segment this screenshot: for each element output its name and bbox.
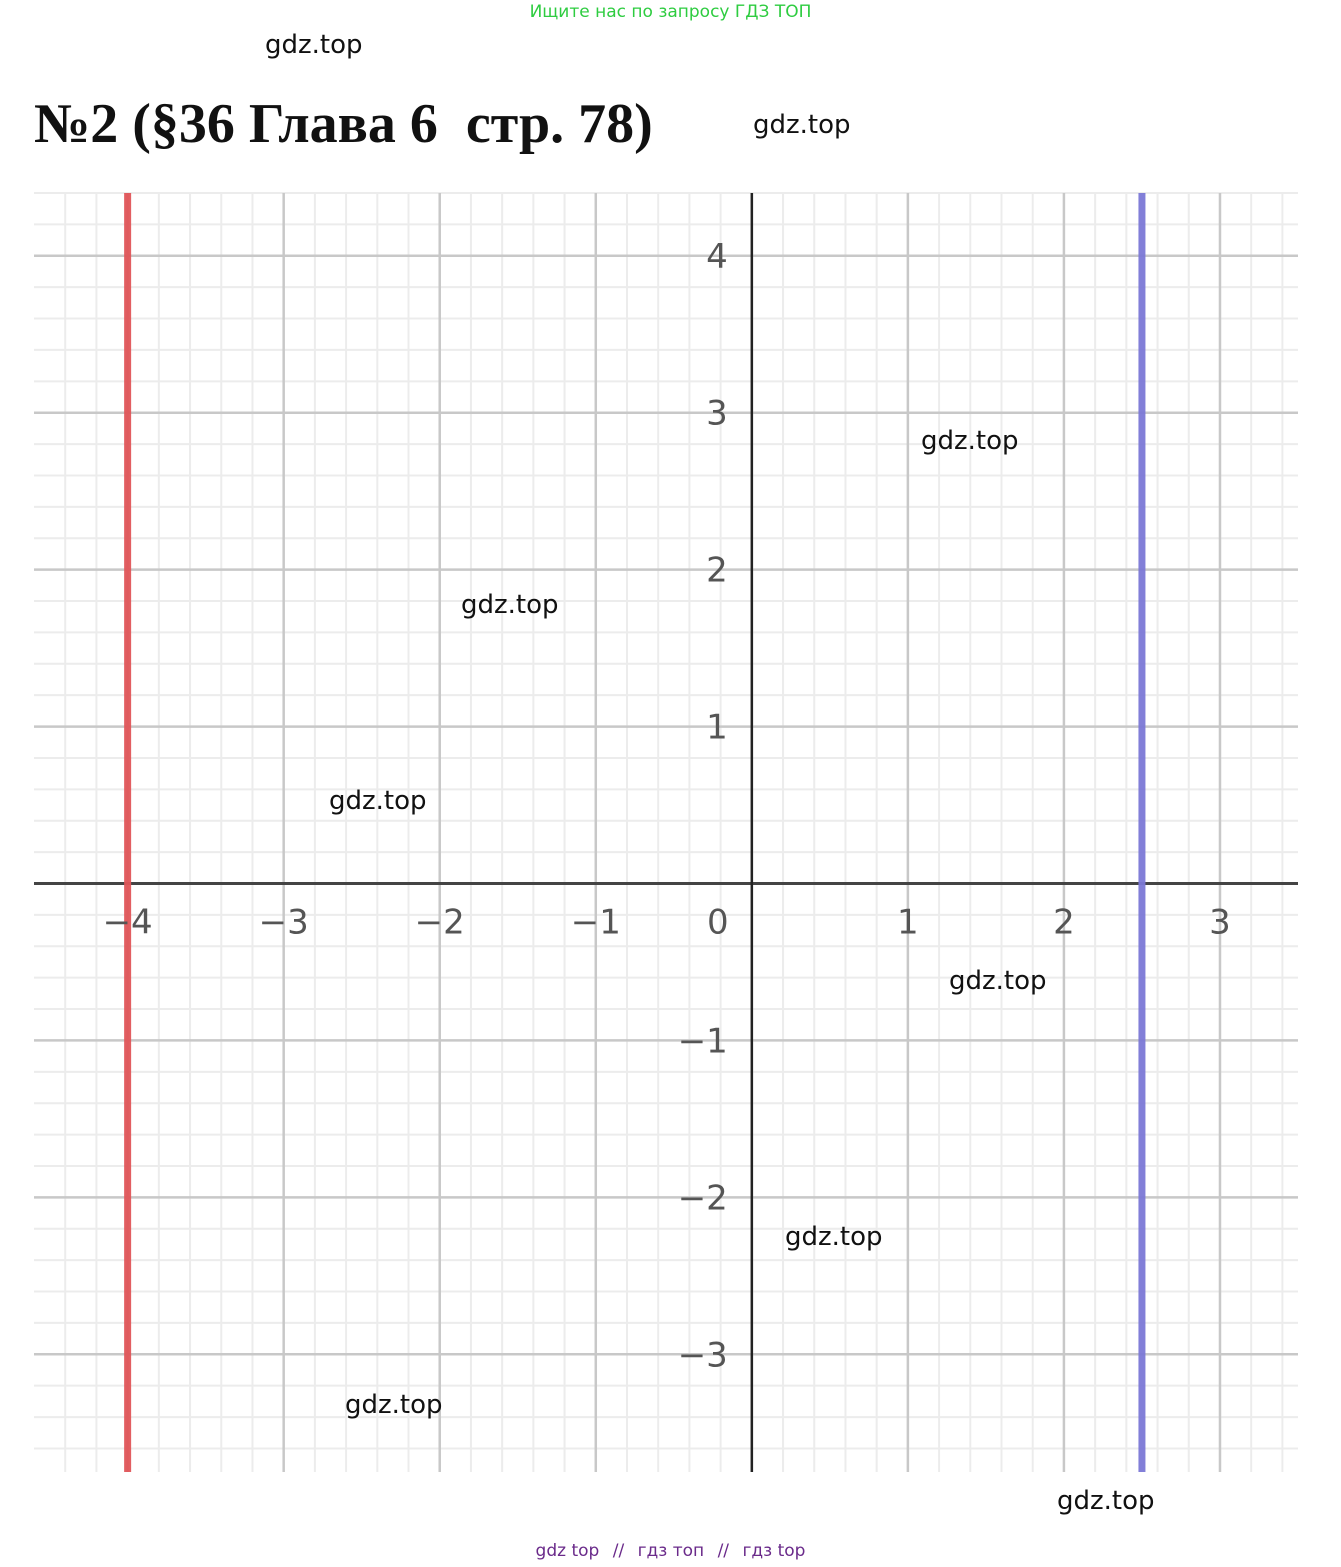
x-tick-label: 1 xyxy=(897,902,919,943)
axes xyxy=(34,193,1298,1472)
footer-link-3[interactable]: гдз top xyxy=(742,1541,806,1561)
watermark: gdz.top xyxy=(265,30,363,60)
watermark: gdz.top xyxy=(329,786,427,816)
watermark: gdz.top xyxy=(753,110,851,140)
tick-labels xyxy=(103,237,1231,1376)
origin-label: 0 xyxy=(707,902,729,943)
x-tick-label: 3 xyxy=(1209,902,1231,943)
page-title: №2 (§36 Глава 6 стр. 78) xyxy=(34,93,653,155)
major-grid xyxy=(34,193,1298,1472)
y-tick-label: 3 xyxy=(706,393,728,434)
footer-separator: // xyxy=(612,1541,625,1561)
watermark: gdz.top xyxy=(949,966,1047,996)
x-tick-label: −3 xyxy=(258,902,309,943)
y-tick-label: 1 xyxy=(706,707,728,748)
y-tick-label: 2 xyxy=(706,550,728,591)
footer-link-2[interactable]: гдз топ xyxy=(637,1541,705,1561)
minor-grid xyxy=(34,193,1298,1472)
x-tick-label: 2 xyxy=(1053,902,1075,943)
footer-separator: // xyxy=(717,1541,730,1561)
watermark: gdz.top xyxy=(345,1390,443,1420)
footer xyxy=(0,1541,1341,1561)
y-tick-label: −3 xyxy=(677,1335,728,1376)
x-tick-label: −1 xyxy=(570,902,621,943)
x-tick-label: −2 xyxy=(414,902,465,943)
y-tick-label: −2 xyxy=(677,1178,728,1219)
footer-link-1[interactable]: gdz top xyxy=(535,1541,600,1561)
watermark: gdz.top xyxy=(785,1222,883,1252)
vertical-lines xyxy=(128,193,1142,1472)
y-tick-label: 4 xyxy=(706,236,728,277)
watermark: gdz.top xyxy=(921,426,1019,456)
x-tick-label: −4 xyxy=(102,902,153,943)
watermark: gdz.top xyxy=(1057,1486,1155,1516)
watermark: gdz.top xyxy=(461,590,559,620)
top-banner: Ищите нас по запросу ГДЗ ТОП xyxy=(529,2,812,22)
y-tick-label: −1 xyxy=(677,1021,728,1062)
